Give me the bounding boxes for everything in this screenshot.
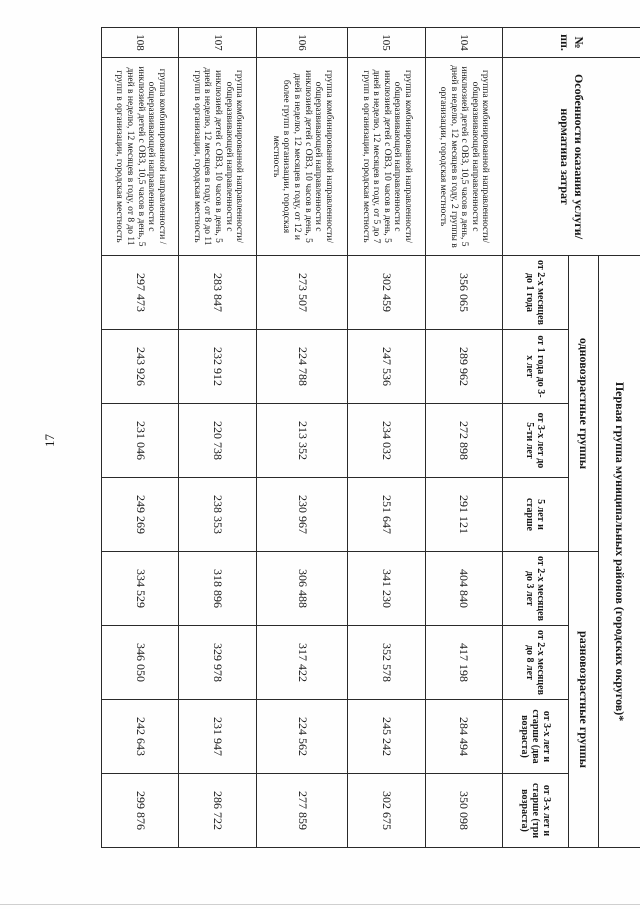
cell-value: 297 473 bbox=[102, 256, 179, 330]
cell-value: 329 978 bbox=[179, 626, 256, 700]
subheader: от 1 года до 3-х лет bbox=[503, 330, 569, 404]
cell-value: 224 788 bbox=[256, 330, 348, 404]
table-row bbox=[102, 28, 179, 848]
cell-value: 283 847 bbox=[179, 256, 256, 330]
mixed-age-header: разновозрастные группы bbox=[569, 552, 599, 848]
table-row bbox=[256, 28, 348, 848]
cell-value: 284 494 bbox=[425, 700, 502, 774]
cell-value: 273 507 bbox=[256, 256, 348, 330]
single-age-header: одновозрастные группы bbox=[569, 256, 599, 552]
cell-value: 272 898 bbox=[425, 404, 502, 478]
cell-value: 306 488 bbox=[256, 552, 348, 626]
subheader: от 3-х лет и старше (два возраста) bbox=[503, 700, 569, 774]
cell-value: 350 098 bbox=[425, 774, 502, 848]
row-number: 105 bbox=[348, 28, 425, 58]
cell-value: 318 896 bbox=[179, 552, 256, 626]
table-row bbox=[348, 28, 425, 848]
cell-value: 299 876 bbox=[102, 774, 179, 848]
cell-value: 220 738 bbox=[179, 404, 256, 478]
cell-value: 232 912 bbox=[179, 330, 256, 404]
table-row bbox=[425, 28, 502, 848]
table-row bbox=[179, 28, 256, 848]
cell-value: 245 242 bbox=[348, 700, 425, 774]
cell-value: 247 536 bbox=[348, 330, 425, 404]
col-num-header: № пп. bbox=[503, 28, 640, 58]
subheader: от 2-х месяцев до 1 года bbox=[503, 256, 569, 330]
cell-value: 243 926 bbox=[102, 330, 179, 404]
row-description: группа комбинированной направленности/ общеразвивающей направленности с инклюзией детей с ОВЗ, 10 часов в день, 5 дней в неделю, 12 месяцев в году, от 8 до 11 групп в организации, городская местность bbox=[179, 58, 256, 256]
cell-value: 213 352 bbox=[256, 404, 348, 478]
cell-value: 231 947 bbox=[179, 700, 256, 774]
cell-value: 404 840 bbox=[425, 552, 502, 626]
cell-value: 352 578 bbox=[348, 626, 425, 700]
cell-value: 291 121 bbox=[425, 478, 502, 552]
cell-value: 230 967 bbox=[256, 478, 348, 552]
cell-value: 234 032 bbox=[348, 404, 425, 478]
subheader: 5 лет и старше bbox=[503, 478, 569, 552]
row-description: группа комбинированной направленности/ общеразвивающей направленности с инклюзией детей с ОВЗ, 10 часов в день, 5 дней в неделю, 12 месяцев в году, от 12 и более групп в организации, городская местность bbox=[256, 58, 348, 256]
cost-norm-table bbox=[101, 27, 640, 848]
cell-value: 249 269 bbox=[102, 478, 179, 552]
cell-value: 277 859 bbox=[256, 774, 348, 848]
cell-value: 417 198 bbox=[425, 626, 502, 700]
cell-value: 242 643 bbox=[102, 700, 179, 774]
page-number: 17 bbox=[42, 434, 57, 447]
cell-value: 334 529 bbox=[102, 552, 179, 626]
group-header: Первая группа муниципальных районов (городских округов)* bbox=[599, 256, 640, 848]
cell-value: 317 422 bbox=[256, 626, 348, 700]
cell-value: 224 562 bbox=[256, 700, 348, 774]
cell-value: 251 647 bbox=[348, 478, 425, 552]
scan-edge-line bbox=[0, 904, 640, 905]
row-description: группа комбинированной направленности / общеразвивающей направленности с инклюзией детей с ОВЗ, 10,5 часов в день, 5 дней в неделю, 12 месяцев в году, от 8 до 11 групп в организации, городская местность bbox=[102, 58, 179, 256]
cell-value: 289 962 bbox=[425, 330, 502, 404]
cell-value: 341 230 bbox=[348, 552, 425, 626]
subheader: от 3-х лет до 5-ти лет bbox=[503, 404, 569, 478]
cell-value: 346 050 bbox=[102, 626, 179, 700]
row-number: 108 bbox=[102, 28, 179, 58]
cell-value: 238 353 bbox=[179, 478, 256, 552]
row-number: 106 bbox=[256, 28, 348, 58]
subheader: от 3-х лет и старше (три возраста) bbox=[503, 774, 569, 848]
row-description: группа комбинированной направленности/ общеразвивающей направленности с инклюзией детей с ОВЗ, 10,5 часов в день, 5 дней в неделю, 12 месяцев в году, 2 группы в организации, городская местность bbox=[425, 58, 502, 256]
cell-value: 356 065 bbox=[425, 256, 502, 330]
row-number: 104 bbox=[425, 28, 502, 58]
row-number: 107 bbox=[179, 28, 256, 58]
cell-value: 302 459 bbox=[348, 256, 425, 330]
col-feature-header: Особенности оказания услуги/норматива затрат bbox=[503, 58, 640, 256]
cell-value: 286 722 bbox=[179, 774, 256, 848]
rotated-table-sheet bbox=[101, 27, 640, 847]
cell-value: 231 046 bbox=[102, 404, 179, 478]
row-description: группа комбинированной направленности/ общеразвивающей направленности с инклюзией детей с ОВЗ, 10 часов в день, 5 дней в неделю, 12 месяцев в году, от 5 до 7 групп в организации, городская местность bbox=[348, 58, 425, 256]
subheader: от 2-х месяцев до 8 лет bbox=[503, 626, 569, 700]
cell-value: 302 675 bbox=[348, 774, 425, 848]
subheader: от 2-х месяцев до 3 лет bbox=[503, 552, 569, 626]
